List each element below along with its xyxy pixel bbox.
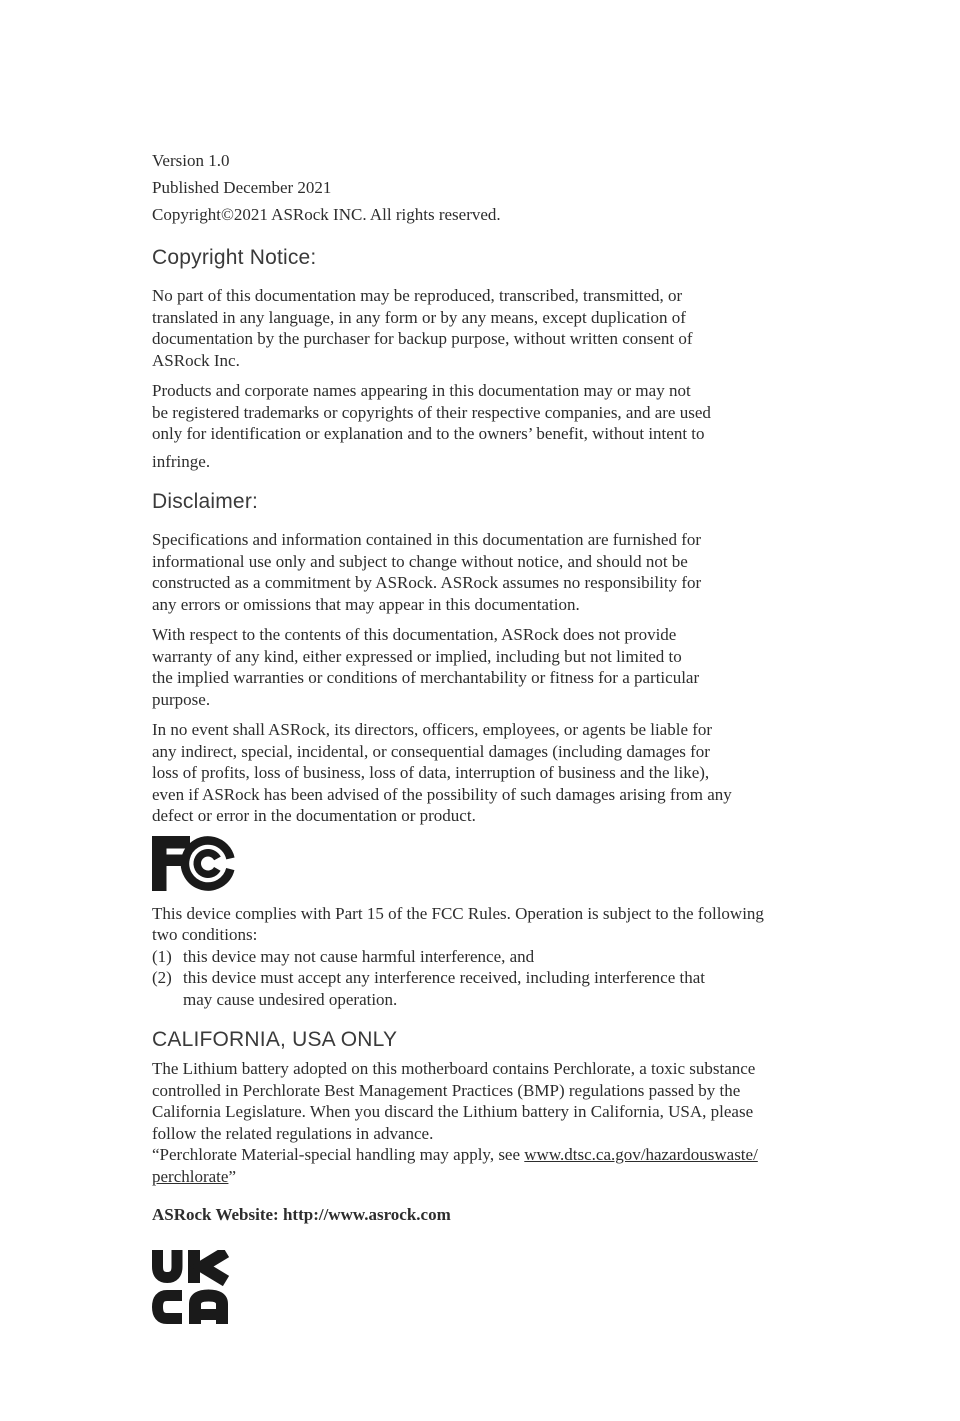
- fcc-condition-2-number: (2): [152, 968, 172, 987]
- copyright-notice-heading: Copyright Notice:: [152, 246, 317, 269]
- fcc-condition-2: [152, 967, 860, 1010]
- ukca-logo: [152, 1250, 860, 1324]
- perchlorate-link-line-1[interactable]: www.dtsc.ca.gov/hazardouswaste/: [524, 1145, 758, 1164]
- fcc-statement: This device complies with Part 15 of the FCC Rules. Operation is subject to the following two conditions:: [152, 903, 764, 944]
- fcc-condition-1-text: this device may not cause harmful interference, and: [183, 946, 535, 966]
- fcc-condition-2-text: this device must accept any interference received, including interference that may cause undesired operation.: [183, 968, 706, 1009]
- disclaimer-paragraph-1: Specifications and information contained in this documentation are furnished for informational use only and subject to change without notice, and should not be constructed as a commitment by ASRock. ASRock assumes no responsibility for any errors or omissions that may appear in this documentation.: [152, 530, 702, 614]
- california-paragraph: The Lithium battery adopted on this motherboard contains Perchlorate, a toxic substance controlled in Perchlorate Best Management Practices (BMP) regulations passed by the California Legislature. When you discard the Lithium battery in California, USA, please follow the related regulations in advance.: [152, 1059, 756, 1143]
- disclaimer-paragraph-2: With respect to the contents of this documentation, ASRock does not provide warranty of any kind, either expressed or implied, including but not limited to the implied warranties or conditions of merchantability or fitness for a particular purpose.: [152, 625, 700, 709]
- california-quote-text: “Perchlorate Material-special handling may apply, see: [152, 1145, 525, 1164]
- california-quote-closing: ”: [228, 1166, 236, 1186]
- copyright-line: Copyright©2021 ASRock INC. All rights reserved.: [152, 205, 501, 224]
- ukca-logo-icon: [152, 1250, 230, 1324]
- asrock-website-line: ASRock Website: http://www.asrock.com: [152, 1205, 451, 1224]
- copyright-notice-paragraph-2: Products and corporate names appearing in this documentation may or may not be registered trademarks or copyrights of their respective companies, and are used only for identification or explanation and to the owners’ benefit, without intent to: [152, 381, 711, 443]
- copyright-notice-paragraph-2-end: infringe.: [152, 451, 211, 471]
- published-line: Published December 2021: [152, 178, 332, 197]
- california-heading: CALIFORNIA, USA ONLY: [152, 1028, 398, 1051]
- fcc-condition-1: [152, 946, 860, 968]
- fcc-logo-icon: [152, 836, 236, 891]
- california-quote: [152, 1144, 860, 1187]
- perchlorate-link-line-2[interactable]: perchlorate: [152, 1166, 229, 1186]
- disclaimer-paragraph-3: In no event shall ASRock, its directors, officers, employees, or agents be liable for any indirect, special, incidental, or consequential damages (including damages for loss of profits, loss of business, loss of data, interruption of business and the like), even if ASRock has been advised of the possibility of such damages arising from any defect or error in the documentation or product.: [152, 720, 732, 825]
- copyright-notice-paragraph-1: No part of this documentation may be reproduced, transcribed, transmitted, or translated in any language, in any form or by any means, except duplication of documentation by the purchaser for backup purpose, without written consent of ASRock Inc.: [152, 286, 693, 370]
- version-line: Version 1.0: [152, 151, 230, 170]
- disclaimer-heading: Disclaimer:: [152, 490, 259, 513]
- fcc-logo: [152, 836, 860, 891]
- fcc-condition-1-number: (1): [152, 946, 172, 966]
